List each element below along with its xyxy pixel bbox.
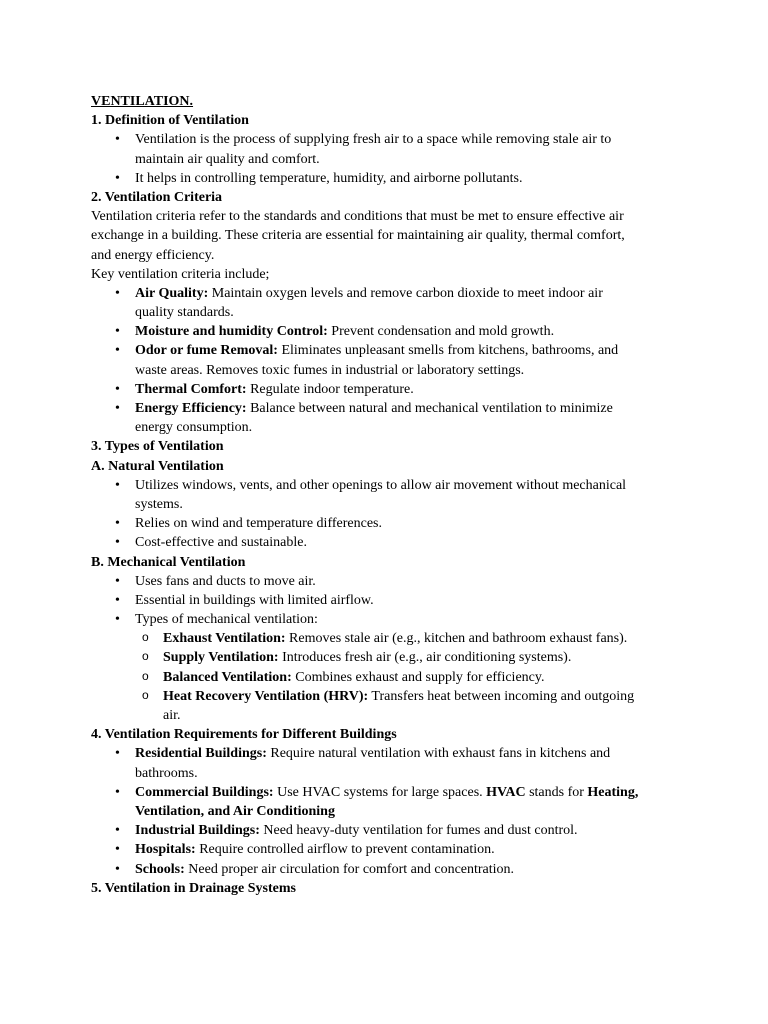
term: Commercial Buildings: xyxy=(135,784,274,800)
list-item-continuation: systems. xyxy=(135,496,183,512)
list-item xyxy=(91,840,691,859)
paragraph-line: exchange in a building. These criteria are essential for maintaining air quality, thermal comfort, xyxy=(91,228,625,244)
term: HVAC xyxy=(486,784,526,800)
list-item-text: Ventilation is the process of supplying fresh air to a space while removing stale air to xyxy=(135,132,612,148)
definition: Eliminates unpleasant smells from kitchens, bathrooms, and xyxy=(277,343,619,359)
sub-list-item xyxy=(91,687,691,706)
paragraph-line: Ventilation criteria refer to the standards and conditions that must be met to ensure effective air xyxy=(91,209,624,225)
definition: Use HVAC systems for large spaces. xyxy=(273,784,487,800)
list-item xyxy=(91,476,691,495)
term: Balanced Ventilation: xyxy=(163,669,292,685)
sub-list-item-continuation: air. xyxy=(163,708,181,723)
term: Heating, xyxy=(587,784,639,800)
definition: Need heavy-duty ventilation for fumes and dust control. xyxy=(259,823,578,839)
section-4-heading: 4. Ventilation Requirements for Different Buildings xyxy=(91,727,397,743)
list-item xyxy=(91,783,691,802)
paragraph-line: and energy efficiency. xyxy=(91,247,215,263)
term: Moisture and humidity Control: xyxy=(135,324,328,340)
list-item-text: Cost-effective and sustainable. xyxy=(135,535,307,551)
sub-list-item xyxy=(91,629,691,648)
definition: Need proper air circulation for comfort and concentration. xyxy=(184,861,515,877)
term: Supply Ventilation: xyxy=(163,650,279,666)
list-item xyxy=(91,821,691,840)
definition: Removes stale air (e.g., kitchen and bathroom exhaust fans). xyxy=(285,631,628,647)
definition: Require controlled airflow to prevent contamination. xyxy=(195,842,495,858)
definition: stands for xyxy=(525,784,588,800)
definition: Transfers heat between incoming and outgoing xyxy=(368,688,635,704)
list-item xyxy=(91,610,691,629)
list-item-continuation: waste areas. Removes toxic fumes in industrial or laboratory settings. xyxy=(135,362,525,378)
sub-list-item xyxy=(91,648,691,667)
document-title: VENTILATION. xyxy=(91,94,194,109)
list-item xyxy=(91,533,691,552)
list-item xyxy=(91,591,691,610)
subsection-heading: B. Mechanical Ventilation xyxy=(91,554,246,570)
list-item-continuation: bathrooms. xyxy=(135,765,198,781)
list-item-text: Types of mechanical ventilation: xyxy=(135,612,318,628)
term: Energy Efficiency: xyxy=(135,401,247,416)
list-item-continuation: quality standards. xyxy=(135,305,234,321)
paragraph-line: Key ventilation criteria include; xyxy=(91,266,270,282)
list-item xyxy=(91,514,691,533)
list-item-text: Utilizes windows, vents, and other openings to allow air movement without mechanical xyxy=(135,477,627,493)
list-item xyxy=(91,341,691,360)
term: Residential Buildings: xyxy=(135,746,267,762)
section-5-heading: 5. Ventilation in Drainage Systems xyxy=(91,880,296,896)
list-item xyxy=(91,744,691,763)
list-item xyxy=(91,380,691,399)
definition: Maintain oxygen levels and remove carbon dioxide to meet indoor air xyxy=(208,285,603,301)
section-3-heading: 3. Types of Ventilation xyxy=(91,439,224,455)
list-item xyxy=(91,860,691,879)
definition: Balance between natural and mechanical ventilation to minimize xyxy=(246,401,613,416)
term: Heat Recovery Ventilation (HRV): xyxy=(163,688,369,704)
term: Schools: xyxy=(135,861,185,877)
list-item xyxy=(91,399,691,418)
list-item xyxy=(91,322,691,341)
list-item-text: Essential in buildings with limited airflow. xyxy=(135,592,374,608)
list-item-text: Relies on wind and temperature differences. xyxy=(135,516,382,532)
document-body xyxy=(91,92,691,898)
sub-list-item xyxy=(91,668,691,687)
term: Exhaust Ventilation: xyxy=(163,631,286,647)
term: Air Quality: xyxy=(135,285,209,301)
list-item-text: It helps in controlling temperature, humidity, and airborne pollutants. xyxy=(135,170,523,186)
term: Thermal Comfort: xyxy=(135,381,247,397)
list-item xyxy=(91,169,691,188)
term: Hospitals: xyxy=(135,842,196,858)
list-item-continuation: energy consumption. xyxy=(135,420,253,436)
term: Industrial Buildings: xyxy=(135,823,260,839)
list-item xyxy=(91,284,691,303)
section-1-heading: 1. Definition of Ventilation xyxy=(91,113,249,129)
list-item-continuation: Ventilation, and Air Conditioning xyxy=(135,803,335,819)
section-2-heading: 2. Ventilation Criteria xyxy=(91,189,223,205)
definition: Require natural ventilation with exhaust fans in kitchens and xyxy=(266,746,611,762)
list-item-continuation: maintain air quality and comfort. xyxy=(135,151,320,167)
definition: Combines exhaust and supply for efficiency. xyxy=(291,669,545,685)
definition: Introduces fresh air (e.g., air conditioning systems). xyxy=(278,650,572,666)
list-item-text: Uses fans and ducts to move air. xyxy=(135,573,316,589)
subsection-heading: A. Natural Ventilation xyxy=(91,458,224,474)
definition: Prevent condensation and mold growth. xyxy=(327,324,555,340)
term: Odor or fume Removal: xyxy=(135,343,278,359)
list-item xyxy=(91,572,691,591)
definition: Regulate indoor temperature. xyxy=(246,381,414,397)
list-item xyxy=(91,130,691,149)
